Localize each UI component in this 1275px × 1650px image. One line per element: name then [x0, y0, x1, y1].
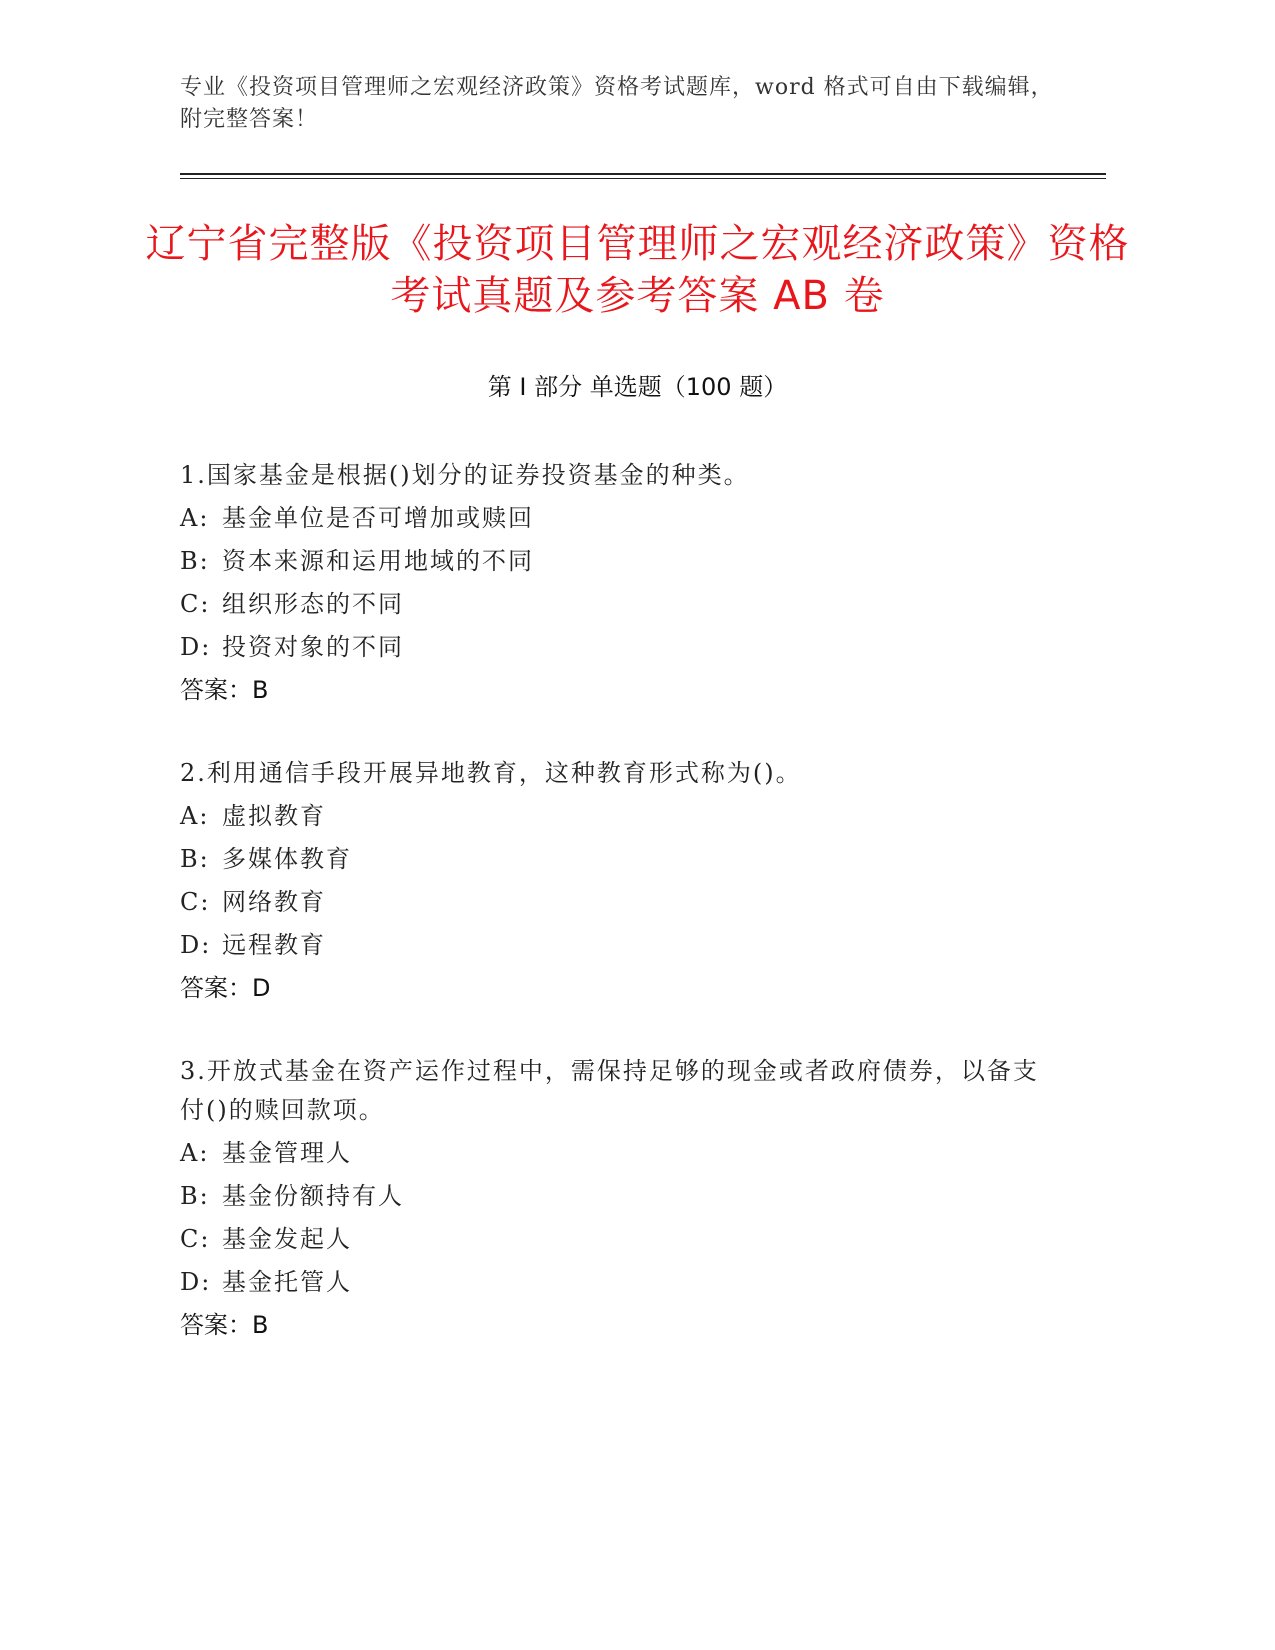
answer: 答案：B: [180, 676, 269, 704]
option-text: 网络教育: [222, 888, 326, 916]
option-a: [180, 499, 1060, 538]
option-letter: B:: [180, 1182, 210, 1210]
question-stem: 2.利用通信手段开展异地教育，这种教育形式称为()。: [180, 759, 802, 787]
option-d: [180, 1263, 1060, 1302]
option-text: 虚拟教育: [222, 802, 326, 830]
option-text: 基金单位是否可增加或赎回: [222, 504, 534, 532]
option-b: [180, 542, 1060, 581]
question-1: [180, 456, 1060, 710]
question-stem: 3.开放式基金在资产运作过程中，需保持足够的现金或者政府债券，以备支付()的赎回款项。: [180, 1057, 1039, 1124]
option-b: [180, 1177, 1060, 1216]
header-divider-thin: [180, 178, 1106, 179]
question-3: [180, 1052, 1060, 1345]
option-letter: B:: [180, 547, 210, 575]
option-letter: A:: [180, 802, 210, 830]
option-letter: C:: [180, 1225, 211, 1253]
header-note: 专业《投资项目管理师之宏观经济政策》资格考试题库，word 格式可自由下载编辑，附完整答案！: [180, 75, 1054, 132]
option-text: 组织形态的不同: [222, 590, 404, 618]
answer: 答案：D: [180, 974, 271, 1002]
option-letter: D:: [180, 1268, 212, 1296]
option-text: 远程教育: [222, 931, 326, 959]
option-letter: C:: [180, 888, 211, 916]
document-title: 辽宁省完整版《投资项目管理师之宏观经济政策》资格考试真题及参考答案 AB 卷: [145, 221, 1130, 319]
option-letter: A:: [180, 504, 210, 532]
question-stem: 1.国家基金是根据()划分的证券投资基金的种类。: [180, 461, 750, 489]
option-d: [180, 628, 1060, 667]
option-letter: D:: [180, 931, 212, 959]
question-list: [180, 456, 1060, 1389]
option-text: 基金发起人: [222, 1225, 352, 1253]
question-2: [180, 754, 1060, 1008]
option-d: [180, 926, 1060, 965]
option-letter: B:: [180, 845, 210, 873]
section-title: 第 I 部分 单选题（100 题）: [487, 373, 788, 401]
option-b: [180, 840, 1060, 879]
answer: 答案：B: [180, 1311, 269, 1339]
option-c: [180, 585, 1060, 624]
option-text: 资本来源和运用地域的不同: [222, 547, 534, 575]
option-text: 投资对象的不同: [222, 633, 404, 661]
option-c: [180, 883, 1060, 922]
option-text: 基金管理人: [222, 1139, 352, 1167]
option-letter: D:: [180, 633, 212, 661]
option-text: 多媒体教育: [222, 845, 352, 873]
option-a: [180, 797, 1060, 836]
option-text: 基金托管人: [222, 1268, 352, 1296]
option-letter: C:: [180, 590, 211, 618]
option-letter: A:: [180, 1139, 210, 1167]
option-c: [180, 1220, 1060, 1259]
header-divider-thick: [180, 173, 1106, 175]
option-a: [180, 1134, 1060, 1173]
option-text: 基金份额持有人: [222, 1182, 404, 1210]
